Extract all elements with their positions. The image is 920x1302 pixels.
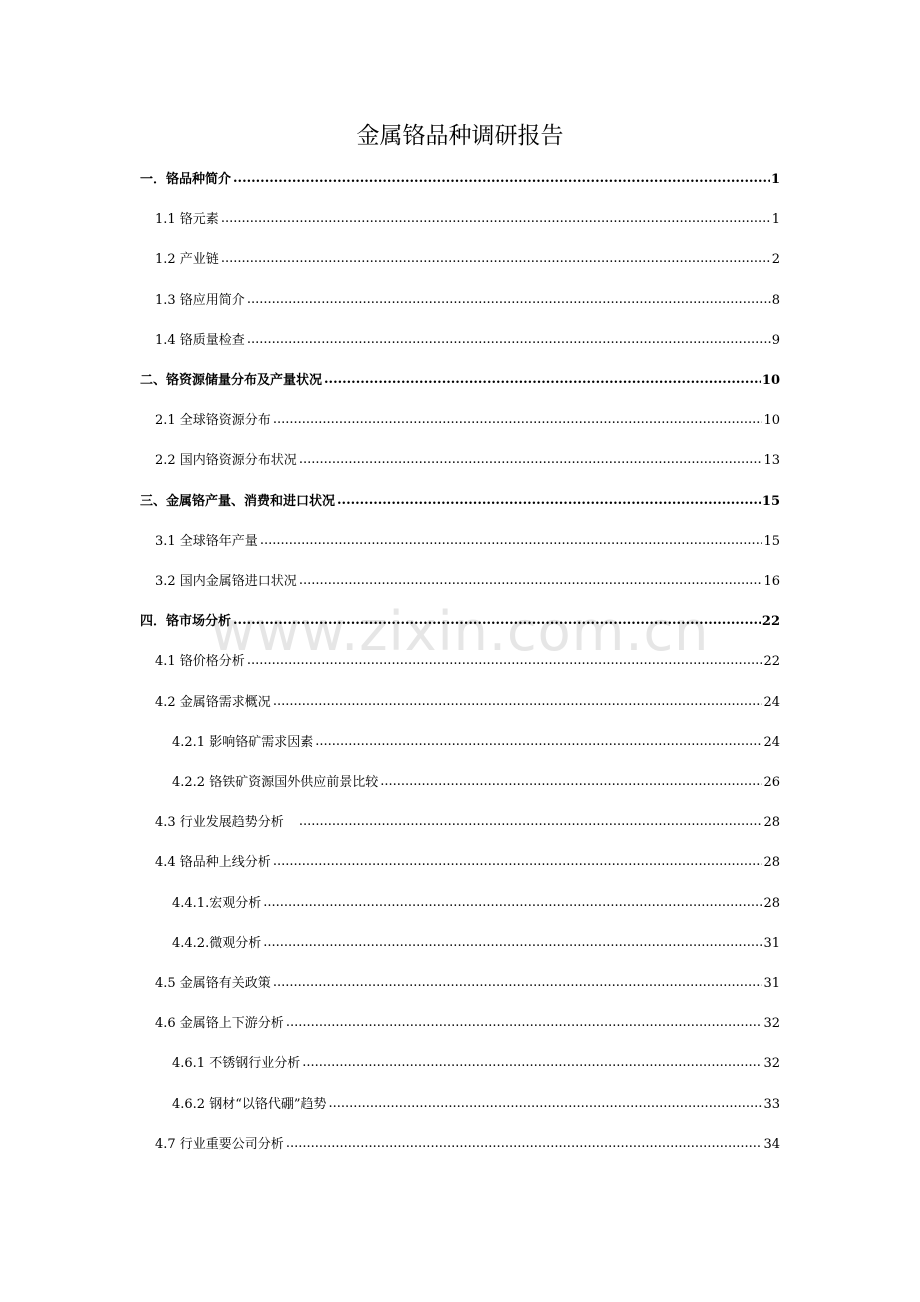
toc-dot-leader (299, 452, 763, 468)
toc-entry-label: 三、金属铬产量、消费和进口状况 (140, 494, 336, 509)
toc-entry-label: 3.2 国内金属铬进口状况 (155, 574, 297, 589)
toc-entry-label: 4.4 铬品种上线分析 (155, 855, 271, 870)
toc-entry-label: 1.3 铬应用简介 (155, 293, 245, 308)
toc-entry-label: 4.3 行业发展趋势分析 (155, 815, 297, 830)
toc-page-number: 33 (763, 1097, 780, 1112)
toc-entry-label: 1.2 产业链 (155, 252, 219, 267)
toc-entry-label: 4.5 金属铬有关政策 (155, 976, 271, 991)
toc-entry[interactable] (140, 168, 780, 188)
toc-entry[interactable] (172, 1052, 780, 1072)
toc-dot-leader (273, 854, 763, 870)
toc-dot-leader (273, 975, 763, 991)
toc-entry-label: 2.2 国内铬资源分布状况 (155, 453, 297, 468)
toc-page-number: 22 (763, 654, 780, 669)
toc-entry[interactable] (155, 409, 780, 429)
toc-entry[interactable] (155, 972, 780, 992)
toc-dot-leader (286, 1136, 763, 1152)
toc-entry-label: 一．铬品种简介 (140, 172, 232, 187)
toc-entry-label: 4.6.2 钢材“以铬代硼”趋势 (172, 1097, 327, 1112)
toc-entry-label: 3.1 全球铬年产量 (155, 534, 258, 549)
toc-entry[interactable] (155, 1012, 780, 1032)
toc-entry-label: 4.2.2 铬铁矿资源国外供应前景比较 (172, 775, 379, 790)
toc-entry[interactable] (155, 811, 780, 831)
toc-dot-leader (221, 251, 771, 267)
toc-entry[interactable] (155, 329, 780, 349)
toc-entry[interactable] (172, 892, 780, 912)
toc-dot-leader (329, 1096, 763, 1112)
toc-dot-leader (299, 814, 763, 830)
toc-entry-label: 1.1 铬元素 (155, 212, 219, 227)
toc-dot-leader (233, 171, 770, 187)
toc-entry-label: 4.2.1 影响铬矿需求因素 (172, 735, 314, 750)
toc-page-number: 16 (763, 574, 780, 589)
toc-entry-label: 4.1 铬价格分析 (155, 654, 245, 669)
toc-page-number: 24 (763, 695, 780, 710)
toc-page-number: 31 (763, 936, 780, 951)
toc-entry[interactable] (155, 530, 780, 550)
toc-entry[interactable] (155, 248, 780, 268)
toc-entry-label: 四．铬市场分析 (140, 614, 232, 629)
toc-page-number: 32 (763, 1016, 780, 1031)
toc-page-number: 28 (763, 855, 780, 870)
toc-entry[interactable] (140, 610, 780, 630)
toc-page-number: 31 (763, 976, 780, 991)
toc-dot-leader (273, 412, 763, 428)
toc-dot-leader (263, 895, 762, 911)
toc-entry[interactable] (155, 208, 780, 228)
toc-page-number: 28 (763, 896, 780, 911)
toc-dot-leader (380, 774, 762, 790)
toc-dot-leader (315, 734, 762, 750)
toc-entry[interactable] (172, 1093, 780, 1113)
toc-page-number: 10 (763, 413, 780, 428)
toc-dot-leader (263, 935, 762, 951)
toc-entry-label: 4.7 行业重要公司分析 (155, 1137, 284, 1152)
toc-entry[interactable] (172, 932, 780, 952)
toc-dot-leader (260, 533, 763, 549)
toc-dot-leader (247, 292, 771, 308)
toc-page-number: 34 (763, 1137, 780, 1152)
toc-entry[interactable] (155, 851, 780, 871)
toc-page-number: 22 (761, 614, 780, 629)
toc-entry[interactable] (155, 1133, 780, 1153)
toc-dot-leader (337, 493, 761, 509)
toc-dot-leader (299, 573, 763, 589)
document-title: 金属铬品种调研报告 (356, 123, 564, 149)
toc-page-number: 9 (771, 333, 780, 348)
toc-entry[interactable] (140, 369, 780, 389)
toc-page-number: 28 (763, 815, 780, 830)
toc-entry[interactable] (155, 289, 780, 309)
toc-entry-label: 4.6.1 不锈钢行业分析 (172, 1056, 301, 1071)
toc-entry[interactable] (140, 490, 780, 510)
toc-page-number: 15 (763, 534, 780, 549)
toc-page-number: 2 (771, 252, 780, 267)
toc-entry[interactable] (155, 691, 780, 711)
toc-page-number: 15 (761, 494, 780, 509)
toc-page-number: 8 (771, 293, 780, 308)
toc-page-number: 32 (763, 1056, 780, 1071)
toc-dot-leader (273, 694, 763, 710)
toc-entry-label: 二、铬资源储量分布及产量状况 (140, 373, 323, 388)
toc-dot-leader (247, 653, 763, 669)
toc-entry[interactable] (155, 650, 780, 670)
toc-page-number: 26 (763, 775, 780, 790)
toc-page-number: 1 (770, 172, 780, 187)
toc-entry[interactable] (172, 731, 780, 751)
toc-entry[interactable] (155, 570, 780, 590)
toc-dot-leader (221, 211, 771, 227)
toc-entry-label: 4.6 金属铬上下游分析 (155, 1016, 284, 1031)
toc-entry-label: 2.1 全球铬资源分布 (155, 413, 271, 428)
toc-page-number: 24 (763, 735, 780, 750)
watermark: www.zixin.com.cn (210, 600, 710, 663)
toc-entry-label: 4.4.2.微观分析 (172, 936, 262, 951)
toc-entry-label: 4.2 金属铬需求概况 (155, 695, 271, 710)
toc-entry[interactable] (172, 771, 780, 791)
toc-entry-label: 4.4.1.宏观分析 (172, 896, 262, 911)
toc-entry[interactable] (155, 449, 780, 469)
toc-dot-leader (324, 372, 761, 388)
toc-dot-leader (302, 1055, 762, 1071)
toc-dot-leader (247, 332, 771, 348)
toc-page-number: 13 (763, 453, 780, 468)
toc-page-number: 10 (761, 373, 780, 388)
toc-entry-label: 1.4 铬质量检查 (155, 333, 245, 348)
toc-dot-leader (286, 1015, 763, 1031)
toc-page-number: 1 (771, 212, 780, 227)
toc-dot-leader (233, 613, 761, 629)
